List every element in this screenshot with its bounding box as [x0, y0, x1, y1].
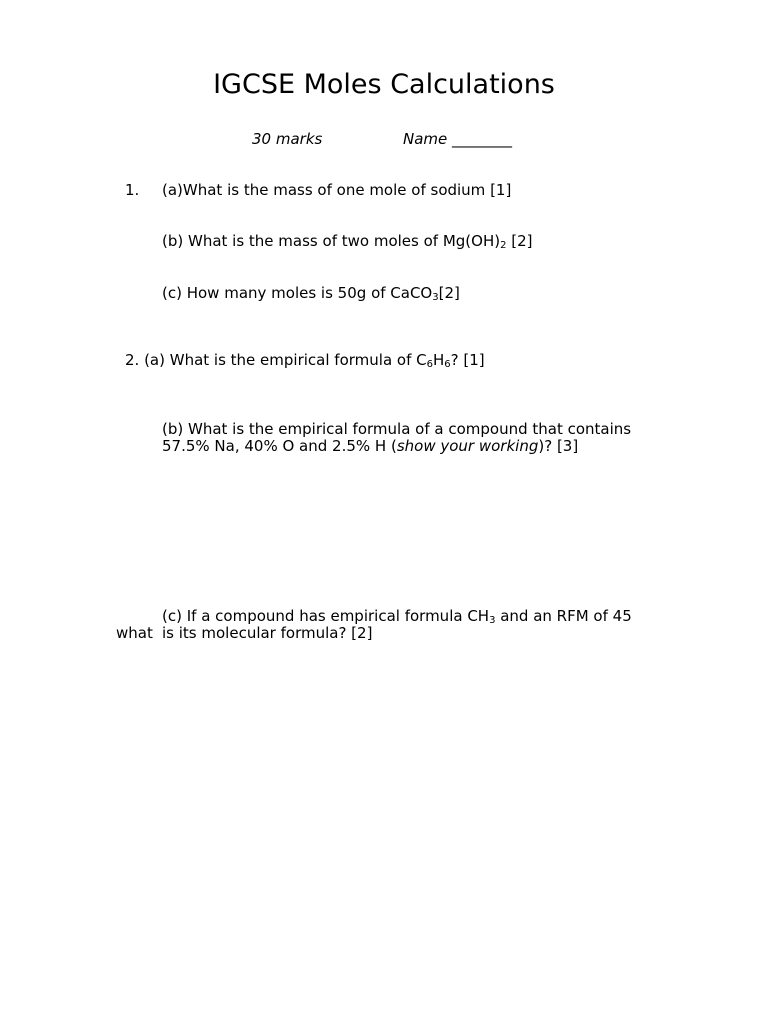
question-2c-line-2: is its molecular formula? [2] — [162, 624, 373, 642]
question-2c-line-2-start: what — [116, 624, 153, 642]
question-1c-text: (c) How many moles is 50g of CaCO — [162, 284, 433, 302]
question-2b-line-2 — [162, 438, 578, 455]
question-1b-text: (b) What is the mass of two moles of Mg(OH) — [162, 232, 501, 250]
question-1b-subscript: 2 — [500, 240, 507, 251]
question-2b-text: 57.5% Na, 40% O and 2.5% H ( — [162, 437, 397, 455]
question-1c-marks: [2] — [438, 284, 460, 302]
question-2c-rfm: and an RFM of 45 — [495, 607, 632, 625]
question-1b — [162, 233, 532, 250]
question-2a-subscript-c: 6 — [426, 359, 433, 370]
question-2c-text: (c) If a compound has empirical formula CH — [162, 607, 490, 625]
question-2a-subscript-h: 6 — [444, 359, 451, 370]
question-2c-line-1 — [162, 608, 632, 625]
question-2a-text: 2. (a) What is the empirical formula of C — [125, 351, 427, 369]
page-title: IGCSE Moles Calculations — [213, 69, 555, 100]
question-2b-instruction: show your working — [396, 437, 539, 455]
question-2a-hydrogen: H — [432, 351, 445, 369]
question-1c — [162, 285, 460, 302]
question-1-number: 1. — [125, 181, 140, 199]
question-1a: (a)What is the mass of one mole of sodium [1] — [162, 181, 512, 199]
question-1c-subscript: 3 — [432, 292, 439, 303]
question-1b-marks: [2] — [506, 232, 533, 250]
question-2a-marks: ? [1] — [450, 351, 485, 369]
question-2b-line-1: (b) What is the empirical formula of a compound that contains — [162, 420, 632, 438]
question-2b-marks: )? [3] — [538, 437, 579, 455]
question-2a — [125, 352, 485, 369]
question-2c-subscript: 3 — [489, 615, 496, 626]
name-field-label: Name ________ — [403, 130, 513, 148]
total-marks: 30 marks — [252, 130, 323, 148]
